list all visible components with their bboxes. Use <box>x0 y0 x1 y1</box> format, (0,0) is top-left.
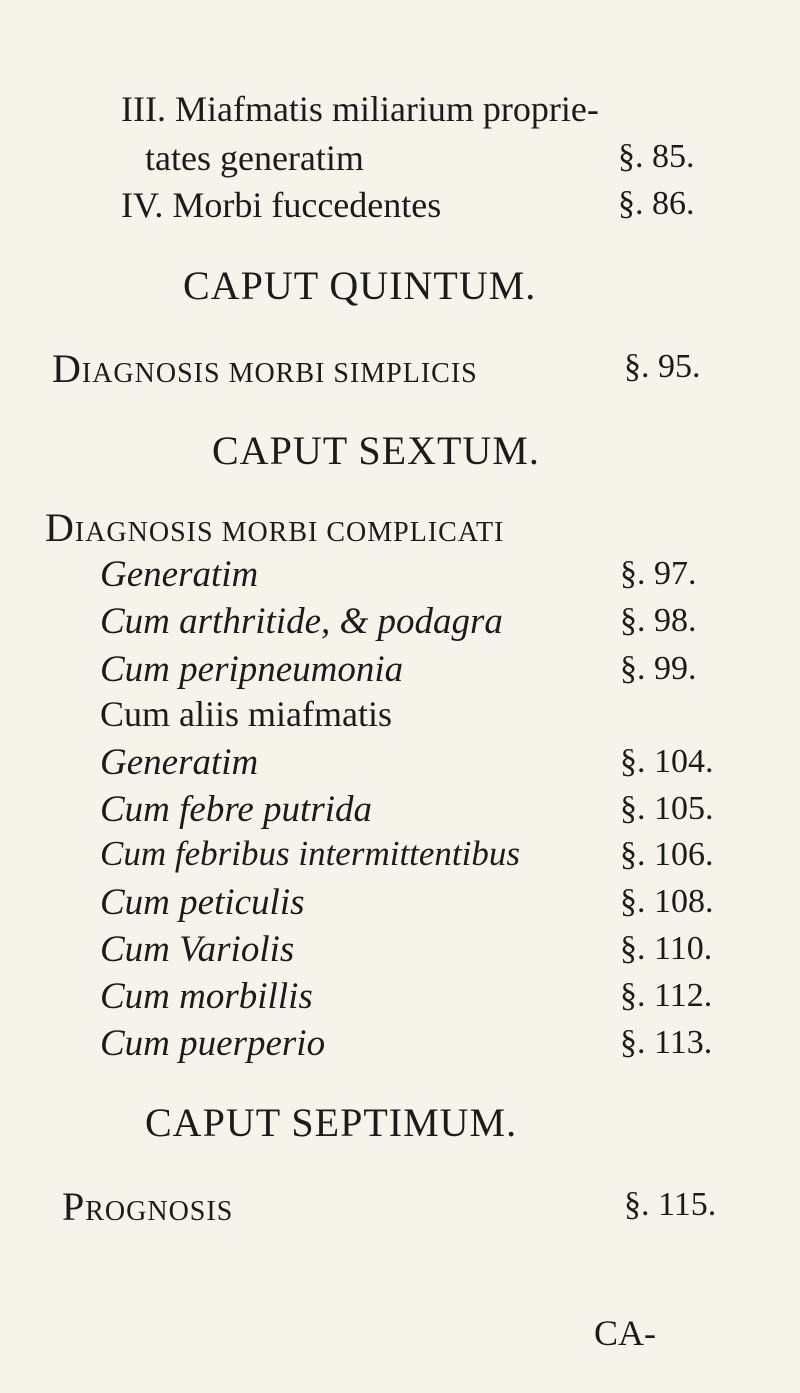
item-peripneumonia: Cum peripneumonia <box>100 649 404 690</box>
item-arthritide: Cum arthritide, & podagra <box>100 601 503 642</box>
diagnosis-simplicis-ref: §. 95. <box>624 348 701 385</box>
sub-item-puerperio: Cum puerperio <box>100 1023 326 1064</box>
item-peripneumonia-ref: §. 99. <box>620 650 697 687</box>
sub-item-peticulis-ref: §. 108. <box>620 883 714 920</box>
diagnosis-simplicis-initial: D <box>52 346 82 391</box>
entry-iv: IV. Morbi fuccedentes <box>121 185 442 225</box>
sub-item-morbillis-ref: §. 112. <box>620 977 713 1014</box>
sub-item-puerperio-ref: §. 113. <box>620 1024 713 1061</box>
sub-item-generatim: Generatim <box>100 742 259 783</box>
sub-item-generatim-ref: §. 104. <box>620 743 714 780</box>
sub-item-febribus-ref: §. 106. <box>620 836 714 873</box>
sub-item-variolis-ref: §. 110. <box>620 930 713 967</box>
diagnosis-complicati <box>45 504 504 551</box>
sub-item-variolis: Cum Variolis <box>100 929 295 970</box>
sub-item-peticulis: Cum peticulis <box>100 882 305 923</box>
entry-iii-line1: III. Miafmatis miliarium proprie- <box>121 89 599 129</box>
catchword: CA- <box>594 1313 656 1353</box>
diagnosis-simplicis <box>52 345 478 392</box>
caput-quintum-title: CAPUT QUINTUM. <box>183 263 537 308</box>
sub-item-febre-putrida: Cum febre putrida <box>100 789 373 830</box>
entry-iv-ref: §. 86. <box>618 185 695 222</box>
sub-item-febribus: Cum febribus intermittentibus <box>100 834 520 873</box>
item-generatim: Generatim <box>100 554 259 595</box>
sub-item-morbillis: Cum morbillis <box>100 976 313 1017</box>
prognosis-ref: §. 115. <box>624 1186 717 1223</box>
prognosis <box>62 1183 233 1230</box>
prognosis-initial: P <box>62 1184 86 1229</box>
item-generatim-ref: §. 97. <box>620 555 697 592</box>
diagnosis-complicati-rest: IAGNOSIS MORBI COMPLICATI <box>74 517 505 548</box>
diagnosis-complicati-initial: D <box>45 505 75 550</box>
sub-item-febre-putrida-ref: §. 105. <box>620 790 714 827</box>
caput-septimum-title: CAPUT SEPTIMUM. <box>145 1100 518 1145</box>
prognosis-rest: ROGNOSIS <box>85 1196 234 1227</box>
diagnosis-simplicis-rest: IAGNOSIS MORBI SIMPLICIS <box>81 358 478 389</box>
sub-heading-aliis-miasmatis: Cum aliis miafmatis <box>100 694 392 734</box>
entry-iii-line2: tates generatim <box>145 138 364 178</box>
entry-iii-ref: §. 85. <box>618 138 695 175</box>
caput-sextum-title: CAPUT SEXTUM. <box>212 428 540 473</box>
item-arthritide-ref: §. 98. <box>620 602 697 639</box>
